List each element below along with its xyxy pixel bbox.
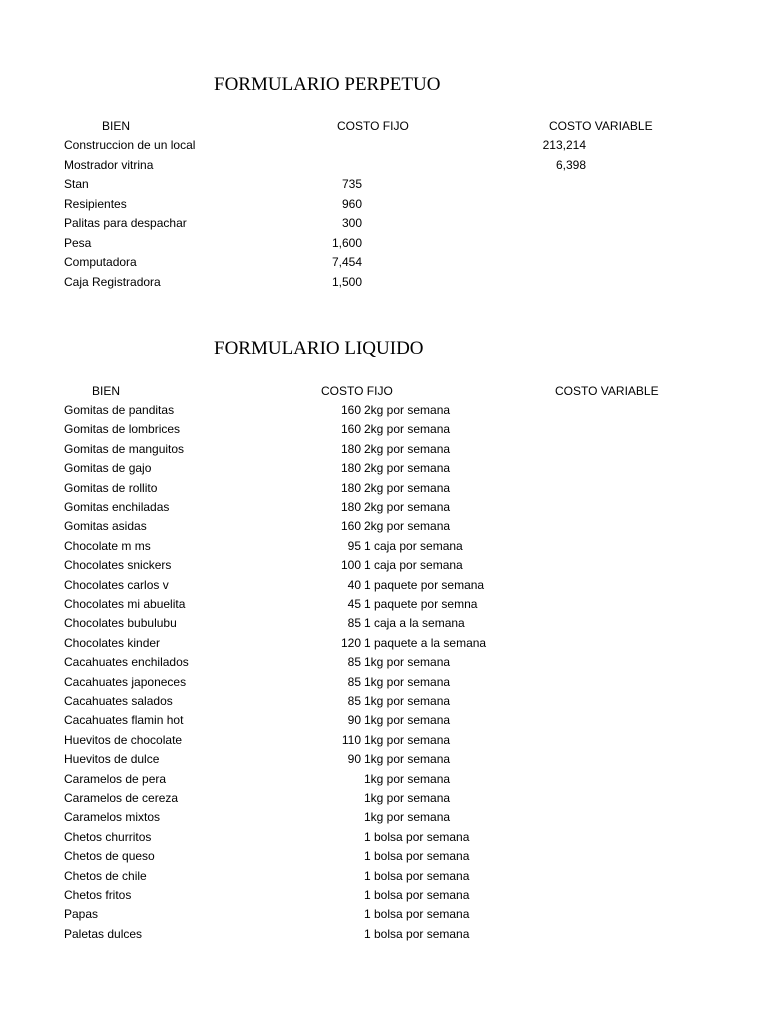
liquido-row-nota: 1kg por semana [364,732,451,747]
liquido-row-costo-fijo: 160 [340,422,361,437]
liquido-row-bien: Huevitos de chocolate [64,732,183,747]
perpetuo-row-bien: Resipientes [64,196,127,211]
liquido-row-bien: Chocolates mi abuelita [64,597,186,611]
liquido-row-nota: 2kg por semana [364,422,451,437]
liquido-row-costo-fijo: 85 [347,655,361,670]
perpetuo-row-costo-fijo: 1,600 [331,235,362,250]
perpetuo-row-bien: Mostrador vitrina [64,157,154,172]
perpetuo-row-bien: Caja Registradora [64,274,161,289]
liquido-row-bien: Caramelos de cereza [64,791,179,805]
liquido-row-nota: 2kg por semana [364,500,451,514]
liquido-row-bien: Chocolates kinder [64,635,161,650]
liquido-row-bien: Gomitas de rollito [64,480,158,495]
liquido-row-nota: 1 paquete a la semana [364,635,487,650]
liquido-row-costo-fijo: 180 [340,500,361,514]
liquido-row-nota: 1kg por semana [364,674,451,689]
liquido-row-nota: 1 bolsa por semana [364,888,470,902]
liquido-row-nota: 1kg por semana [364,752,451,767]
liquido-row-bien: Papas [64,907,99,922]
liquido-row-nota: 1kg por semana [364,713,451,728]
liquido-row-costo-fijo: 85 [347,674,361,689]
perpetuo-row-costo-fijo: 300 [341,216,362,230]
liquido-row-nota: 1 caja por semana [364,558,463,573]
liquido-row-nota: 2kg por semana [364,480,451,495]
perpetuo-row-bien: Pesa [64,235,92,250]
liquido-row-nota: 2kg por semana [364,519,451,534]
liquido-row-bien: Chetos de queso [64,849,155,864]
liquido-row-bien: Chocolates bubulubu [64,616,177,631]
perpetuo-row-costo-fijo: 7,454 [331,255,362,269]
liquido-row-nota: 1 bolsa por semana [364,829,470,844]
liquido-row-nota: 2kg por semana [364,403,451,417]
liquido-row-bien: Cacahuates japoneces [64,674,187,689]
liquido-row-costo-fijo: 180 [340,480,361,495]
liquido-row-costo-fijo: 160 [340,519,361,534]
liquido-row-bien: Caramelos mixtos [64,810,161,825]
liquido-row-nota: 1 bolsa por semana [364,926,470,941]
liquido-row-nota: 1 paquete por semna [364,597,478,611]
liquido-row-nota: 1kg por semana [364,791,451,805]
perpetuo-row-costo-variable: 213,214 [542,138,586,152]
liquido-row-bien: Gomitas enchiladas [64,500,170,514]
liquido-row-nota: 1kg por semana [364,810,451,825]
liquido-row-nota: 1 caja por semana [364,538,463,553]
liquido-row-costo-fijo: 45 [347,597,361,611]
liquido-row-bien: Gomitas de lombrices [64,422,181,437]
liquido-row-costo-fijo: 180 [340,441,361,456]
liquido-header-bien: BIEN [92,384,121,398]
perpetuo-header-costo-variable: COSTO VARIABLE [549,119,653,133]
perpetuo-header-bien: BIEN [102,119,131,133]
liquido-row-bien: Huevitos de dulce [64,752,160,767]
liquido-row-bien: Chocolates snickers [64,558,172,573]
perpetuo-row-costo-variable: 6,398 [555,157,586,172]
liquido-row-bien: Gomitas de gajo [64,461,152,476]
liquido-row-nota: 1kg por semana [364,655,451,670]
liquido-row-nota: 2kg por semana [364,441,451,456]
liquido-row-nota: 1 paquete por semana [364,577,485,592]
liquido-row-costo-fijo: 85 [347,616,361,631]
liquido-row-bien: Chocolates carlos v [64,577,169,592]
liquido-title: FORMULARIO LIQUIDO [214,338,424,359]
liquido-row-nota: 2kg por semana [364,461,451,476]
liquido-row-costo-fijo: 90 [347,752,361,767]
liquido-row-bien: Chocolate m ms [64,538,151,553]
liquido-row-costo-fijo: 90 [347,713,361,728]
liquido-row-nota: 1 bolsa por semana [364,907,470,922]
perpetuo-title: FORMULARIO PERPETUO [214,74,441,95]
liquido-row-costo-fijo: 100 [340,558,361,573]
liquido-row-nota: 1kg por semana [364,694,451,708]
liquido-row-nota: 1 bolsa por semana [364,849,470,864]
liquido-row-costo-fijo: 180 [340,461,361,476]
perpetuo-row-bien: Computadora [64,255,137,269]
perpetuo-header-costo-fijo: COSTO FIJO [337,119,409,133]
liquido-row-nota: 1kg por semana [364,771,451,786]
liquido-row-bien: Chetos fritos [64,888,132,902]
perpetuo-row-costo-fijo: 960 [341,196,362,211]
liquido-row-bien: Chetos de chile [64,868,147,883]
liquido-row-bien: Gomitas de manguitos [64,441,185,456]
liquido-row-costo-fijo: 160 [340,403,361,417]
liquido-row-bien: Cacahuates salados [64,694,173,708]
liquido-header-costo-fijo: COSTO FIJO [321,384,393,398]
liquido-row-nota: 1 caja a la semana [364,616,465,631]
liquido-row-bien: Caramelos de pera [64,771,167,786]
perpetuo-row-bien: Construccion de un local [64,138,196,152]
liquido-row-costo-fijo: 40 [347,577,361,592]
liquido-row-costo-fijo: 110 [341,732,361,747]
perpetuo-row-bien: Palitas para despachar [64,216,187,230]
liquido-row-costo-fijo: 120 [340,635,361,650]
perpetuo-row-bien: Stan [64,177,89,191]
liquido-row-bien: Gomitas asidas [64,519,147,534]
liquido-row-bien: Cacahuates flamin hot [64,713,184,728]
liquido-row-bien: Paletas dulces [64,926,143,941]
liquido-header-costo-variable: COSTO VARIABLE [555,384,659,398]
liquido-row-nota: 1 bolsa por semana [364,868,470,883]
liquido-row-bien: Gomitas de panditas [64,403,175,417]
liquido-row-costo-fijo: 95 [347,538,361,553]
perpetuo-row-costo-fijo: 735 [341,177,362,191]
liquido-row-costo-fijo: 85 [347,694,361,708]
liquido-row-bien: Chetos churritos [64,829,152,844]
perpetuo-row-costo-fijo: 1,500 [331,274,362,289]
liquido-row-bien: Cacahuates enchilados [64,655,189,670]
